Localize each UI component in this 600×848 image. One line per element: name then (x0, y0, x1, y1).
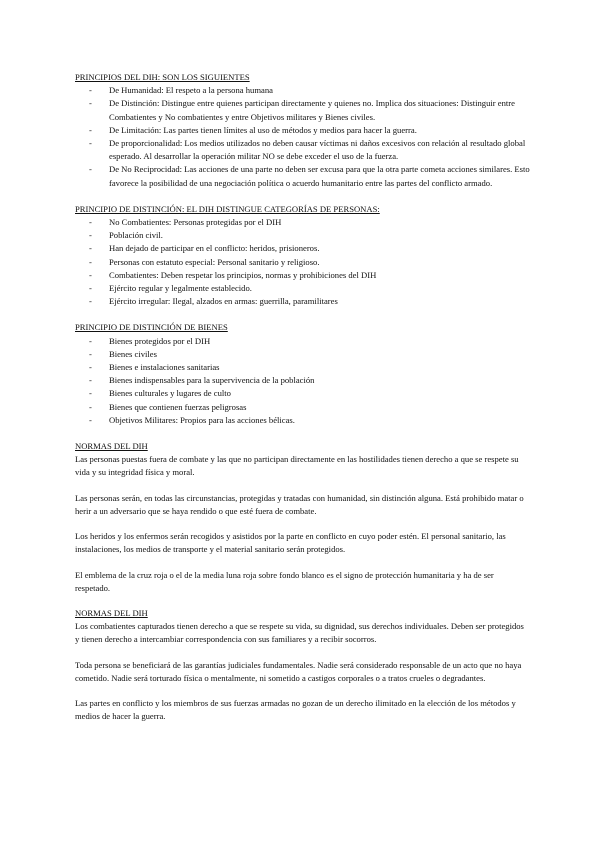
list-item: - De proporcionalidad: Los medios utilizados no deben causar víctimas ni daños excesivos con relación al resultado global esperado. Al desarrollar la operación militar NO se debe exceder el uso de la fuerza. (89, 138, 526, 162)
dash-bullet: - (89, 414, 92, 425)
paragraph: Los combatientes capturados tienen derecho a que se respete su vida, su dignidad, sus derechos individuales. Deben ser protegidos y tienen derecho a intercambiar correspondencia con sus familiares y a recibir socorros. (75, 621, 524, 645)
list-item: - No Combatientes: Personas protegidas por el DIH (75, 216, 530, 229)
dash-bullet: - (89, 243, 92, 254)
dash-bullet: - (89, 375, 92, 386)
document-content (75, 71, 530, 723)
dash-bullet: - (89, 348, 92, 359)
list-item: - Bienes e instalaciones sanitarias (75, 361, 530, 374)
dash-bullet: - (89, 124, 92, 135)
list-item: - De Humanidad: El respeto a la persona humana (75, 84, 530, 97)
bienes-list (75, 335, 530, 427)
list-item: - Objetivos Militares: Propios para las acciones bélicas. (75, 414, 530, 427)
paragraph: Las personas puestas fuera de combate y las que no participan directamente en las hostilidades tienen derecho a que se respete su vida y su integridad física y moral. (75, 454, 519, 478)
paragraph: Las partes en conflicto y los miembros de sus fuerzas armadas no gozan de un derecho ilimitado en la elección de los métodos y medios de hacer la guerra. (75, 697, 516, 722)
list-item: - Combatientes: Deben respetar los principios, normas y prohibiciones del DIH (75, 269, 530, 282)
dash-bullet: - (89, 296, 92, 307)
list-item: - Bienes indispensables para la supervivencia de la población (75, 374, 530, 387)
section-title-normas: NORMAS DEL DIH (75, 441, 148, 452)
list-item: - De No Reciprocidad: Las acciones de una parte no deben ser excusa para que la otra parte cometa acciones similares. Esto favorece la posibilidad de una negociación política o acuerdo humanitario entre las partes del conflicto armado. (89, 164, 530, 188)
paragraph: Las personas serán, en todas las circunstancias, protegidas y tratadas con humanidad, sin distinción alguna. Está prohibido matar o herir a un adversario que se haya rendido o que esté fuera de combate. (75, 492, 524, 516)
list-item: - Bienes culturales y lugares de culto (75, 387, 530, 400)
section-title-personas: PRINCIPIO DE DISTINCIÓN: EL DIH DISTINGUE CATEGORÍAS DE PERSONAS: (75, 203, 380, 214)
dash-bullet: - (89, 362, 92, 373)
personas-list (75, 216, 530, 308)
list-item: - Ejército regular y legalmente establecido. (75, 282, 530, 295)
section-title-normas-2: NORMAS DEL DIH (75, 607, 148, 618)
list-item: - Ejército irregular: Ilegal, alzados en armas: guerrilla, paramilitares (75, 295, 530, 308)
dash-bullet: - (89, 269, 92, 280)
dash-bullet: - (89, 217, 92, 228)
paragraph: Toda persona se beneficiará de las garantías judiciales fundamentales. Nadie será considerado responsable de un acto que no haya cometido. Nadie será torturado física o mentalmente, ni sometido a castigos corporales o a tratos crueles o degradantes. (75, 659, 522, 683)
list-item: - Bienes civiles (75, 348, 530, 361)
dash-bullet: - (89, 85, 92, 96)
dash-bullet: - (89, 138, 92, 149)
dash-bullet: - (89, 98, 92, 109)
dash-bullet: - (89, 256, 92, 267)
list-item: - Población civil. (75, 229, 530, 242)
list-item: - De Limitación: Las partes tienen límites al uso de métodos y medios para hacer la guerra. (75, 124, 530, 137)
dash-bullet: - (89, 335, 92, 346)
section-title-bienes: PRINCIPIO DE DISTINCIÓN DE BIENES (75, 322, 228, 333)
dash-bullet: - (89, 401, 92, 412)
principios-list (75, 84, 530, 190)
list-item: - De Distinción: Distingue entre quienes participan directamente y quienes no. Implica dos situaciones: Distinguir entre Combatientes y No combatientes y entre Objetivos militares y Bienes civiles. (89, 98, 515, 122)
dash-bullet: - (89, 164, 92, 175)
list-item: - Bienes protegidos por el DIH (75, 335, 530, 348)
dash-bullet: - (89, 283, 92, 294)
dash-bullet: - (89, 388, 92, 399)
paragraph: Los heridos y los enfermos serán recogidos y asistidos por la parte en conflicto en cuyo poder estén. El personal sanitario, las instalaciones, los medios de transporte y el material sanitario serán protegidos. (75, 531, 506, 555)
list-item: - Personas con estatuto especial: Personal sanitario y religioso. (75, 256, 530, 269)
dash-bullet: - (89, 230, 92, 241)
list-item: - Bienes que contienen fuerzas peligrosas (75, 401, 530, 414)
paragraph: El emblema de la cruz roja o el de la media luna roja sobre fondo blanco es el signo de protección humanitaria y ha de ser respetado. (75, 569, 494, 593)
section-title-principios: PRINCIPIOS DEL DIH: SON LOS SIGUIENTES (75, 72, 250, 82)
list-item: - Han dejado de participar en el conflicto: heridos, prisioneros. (75, 242, 530, 255)
